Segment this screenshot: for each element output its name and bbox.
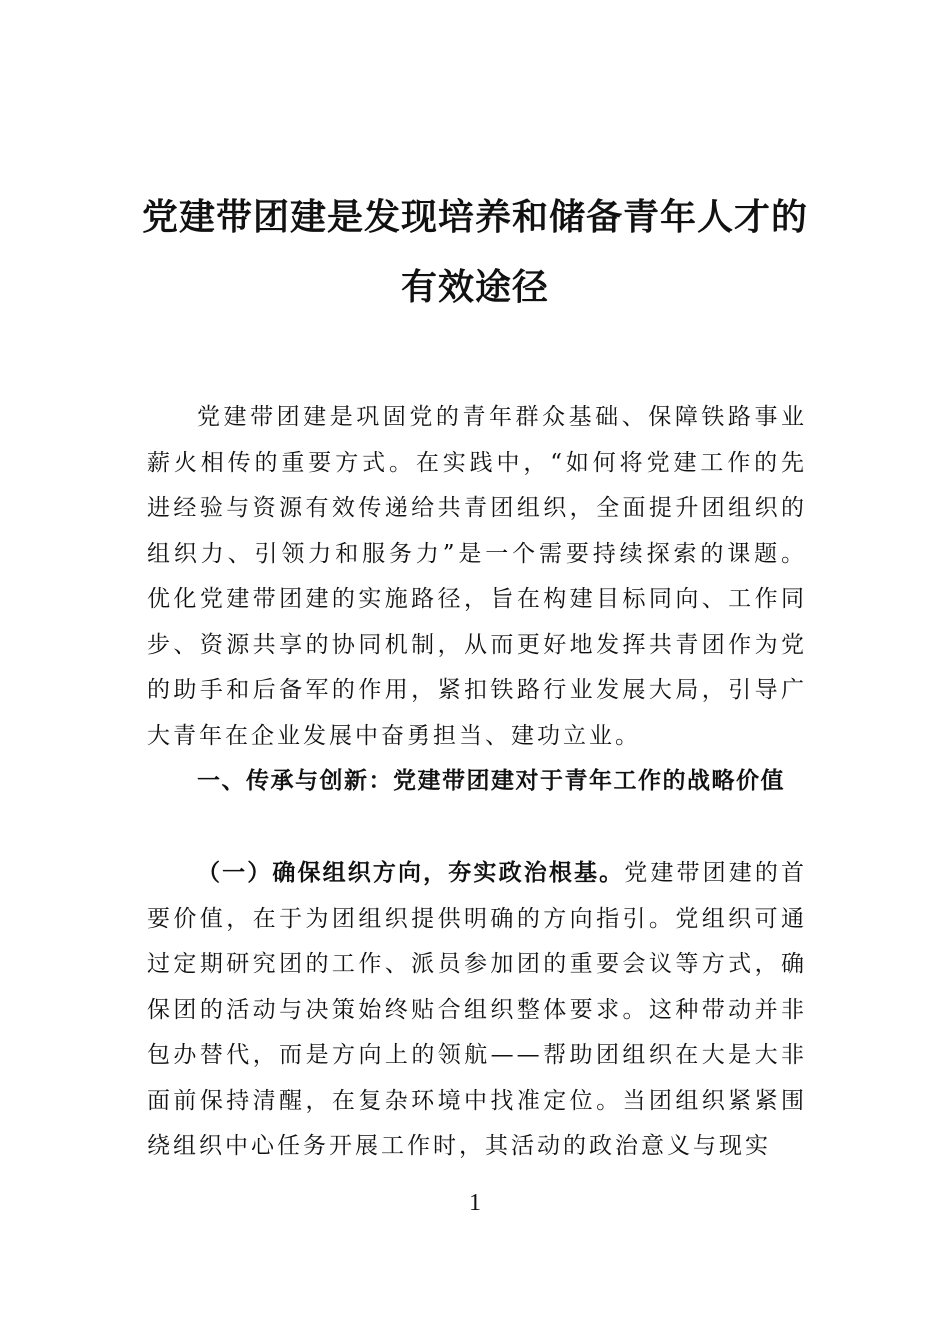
page-number: 1 <box>469 1190 481 1216</box>
subsection-lead: （一）确保组织方向，夯实政治根基。 <box>197 859 625 886</box>
document-title-line-2: 有效途径 <box>400 266 549 308</box>
section-heading: 一、传承与创新：党建带团建对于青年工作的战略价值 <box>197 768 785 794</box>
subsection-body: 党建带团建的首要价值，在于为团组织提供明确的方向指引。党组织可通过定期研究团的工作、派员参加团的重要会议等方式，确保团的活动与决策始终贴合组织整体要求。这种带动并非包办替代，而是方向上的领航——帮助团组织在大是大非面前保持清醒，在复杂环境中找准定位。当团组织紧紧围绕组织中心任务开展工作时，其活动的政治意义与现实 <box>147 860 808 1159</box>
intro-paragraph: 党建带团建是巩固党的青年群众基础、保障铁路事业薪火相传的重要方式。在实践中，“如何将党建工作的先进经验与资源有效传递给共青团组织，全面提升团组织的组织力、引领力和服务力”是一个需要持续探索的课题。优化党建带团建的实施路径，旨在构建目标同向、工作同步、资源共享的协同机制，从而更好地发挥共青团作为党的助手和后备军的作用，紧扣铁路行业发展大局，引导广大青年在企业发展中奋勇担当、建功立业。 <box>147 404 807 749</box>
document-title-line-1: 党建带团建是发现培养和储备青年人才的 <box>141 196 808 238</box>
subsection-paragraph <box>147 850 807 1170</box>
